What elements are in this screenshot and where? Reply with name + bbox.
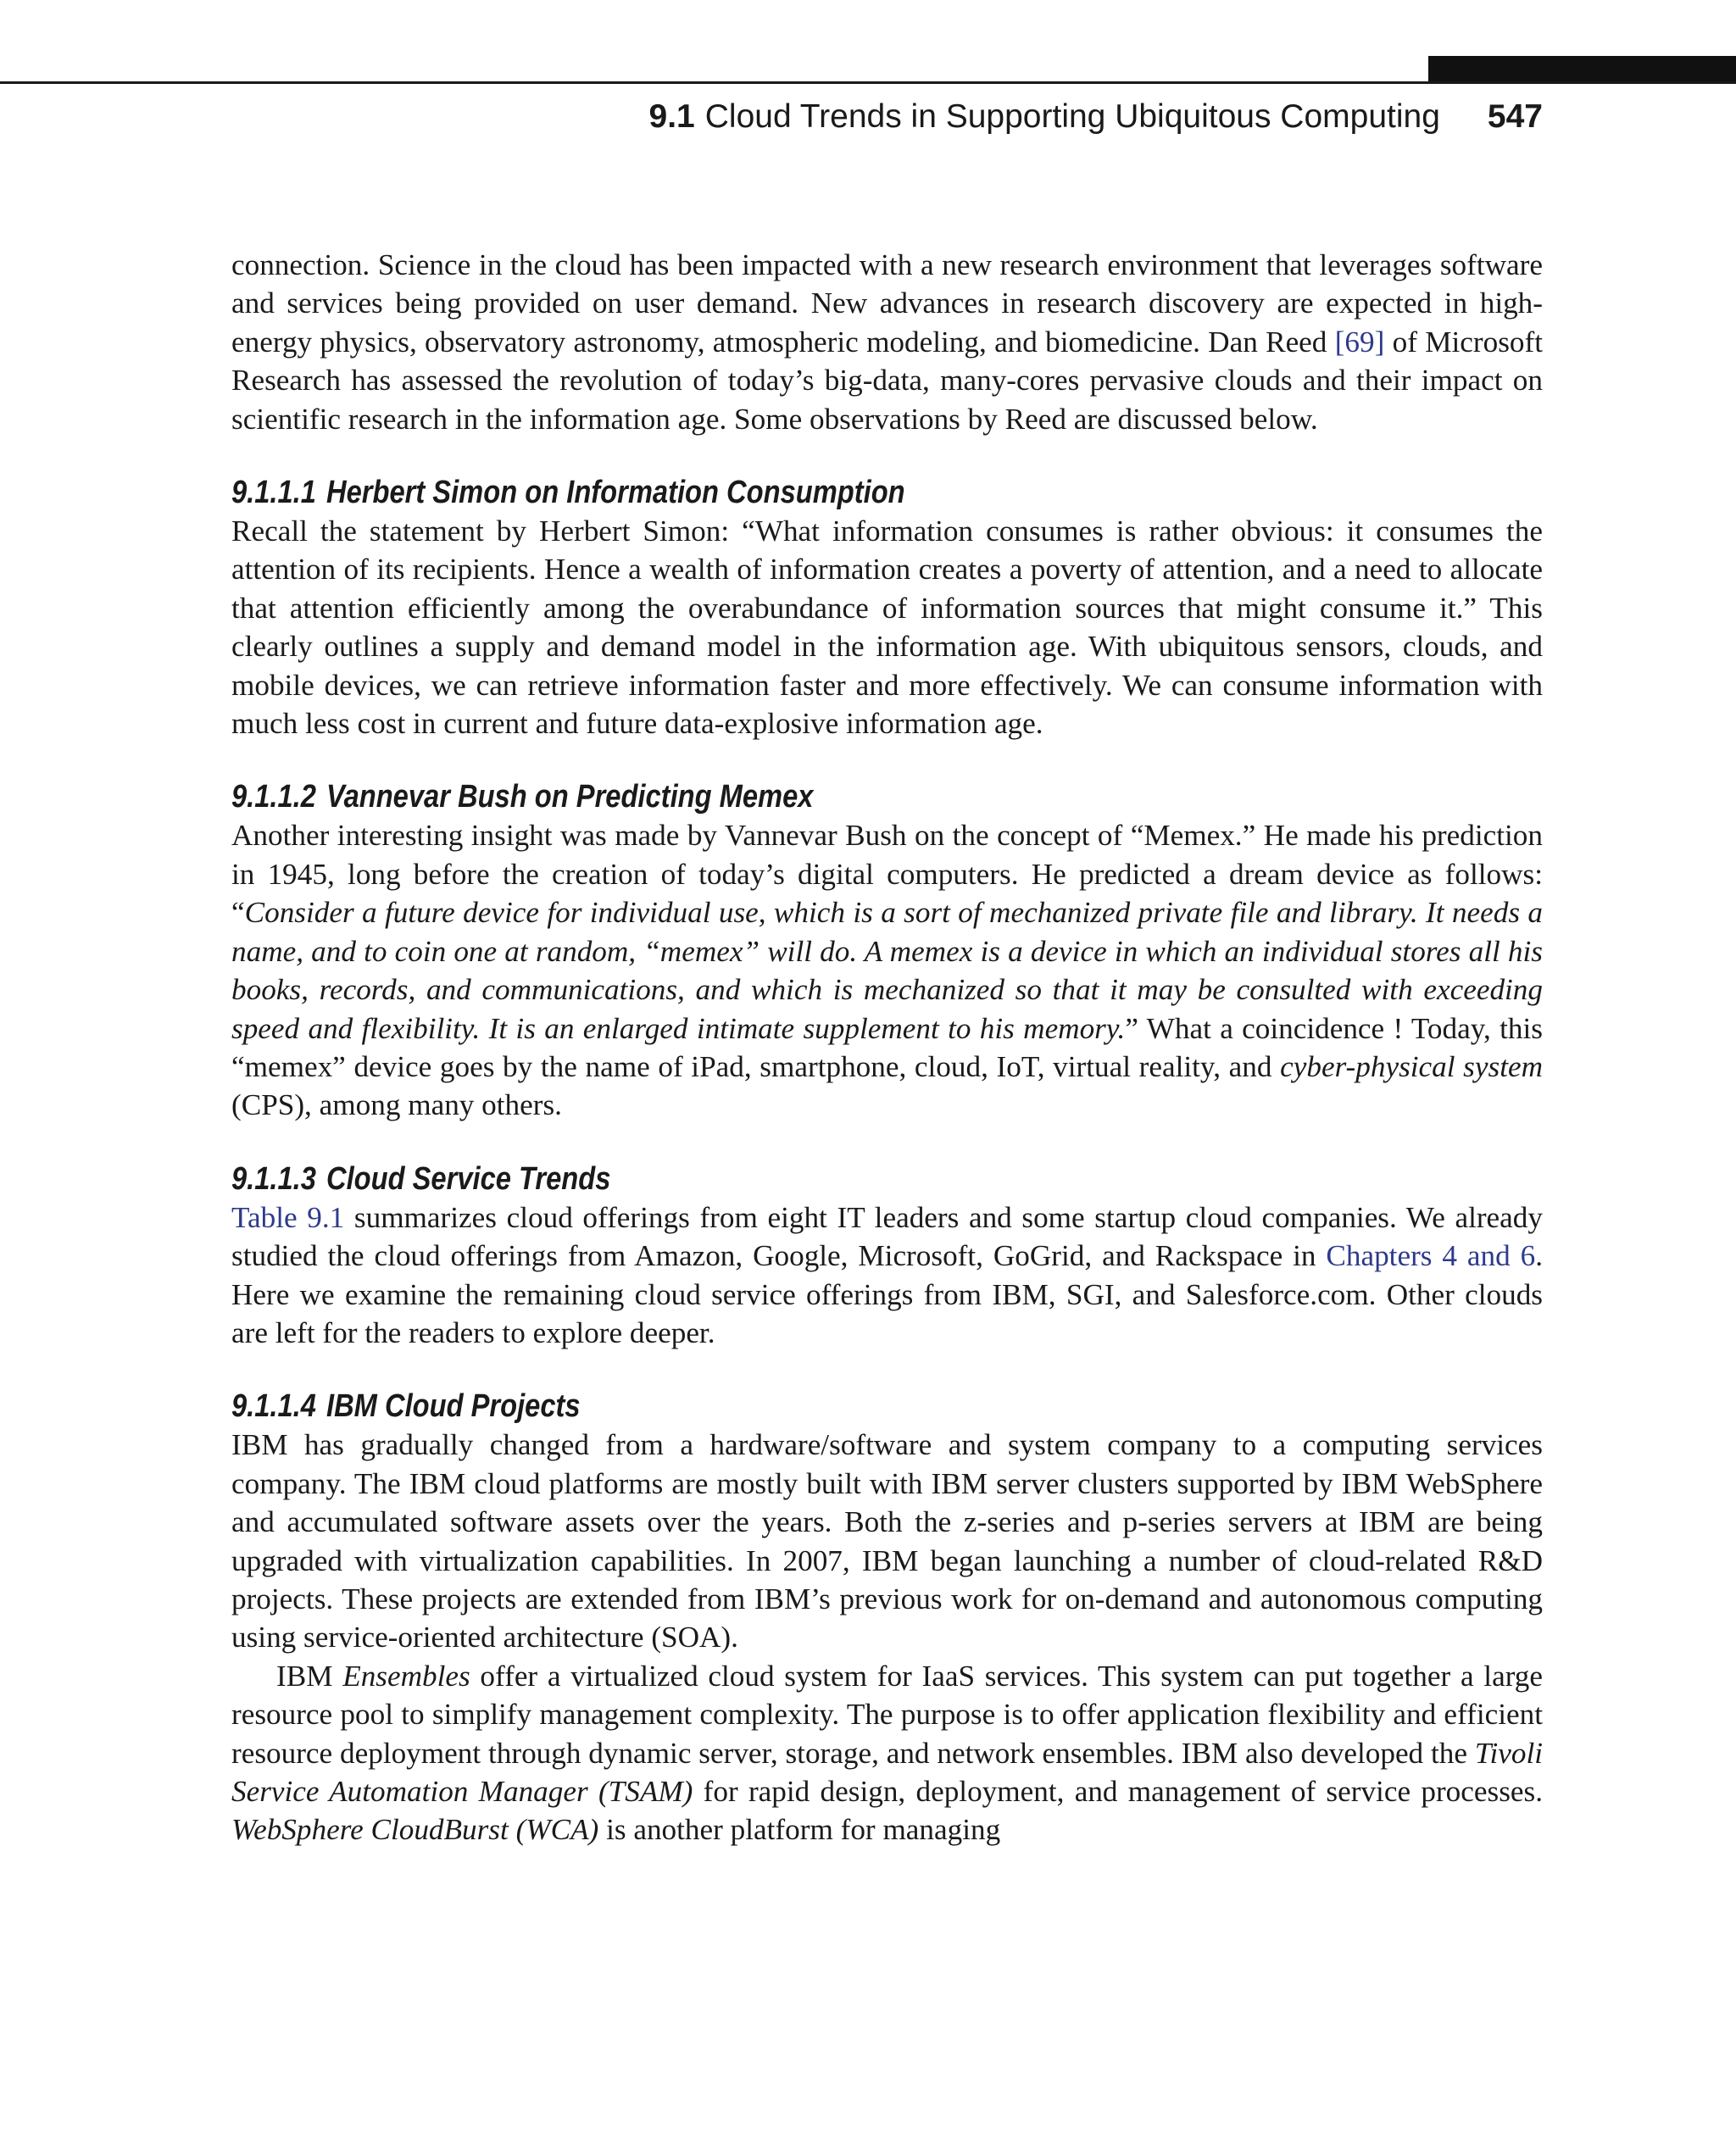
- ensembles-term: Ensembles: [342, 1659, 470, 1693]
- heading-number: 9.1.1.3: [231, 1160, 316, 1197]
- page-body: [231, 246, 1543, 1849]
- intro-text-2: of Microsoft Research has assessed the revolution of today’s big-data, many-cores pervasive clouds and their impact on scientific research in the information age. Some observations by Reed are discussed below.: [231, 325, 1543, 436]
- cloud-trends-text-1: summarizes cloud offerings from eight IT leaders and some startup cloud companies. We already studied the cloud offerings from Amazon, Google, Microsoft, GoGrid, and Rackspace in: [231, 1200, 1543, 1273]
- header-bar-block: [1428, 56, 1736, 84]
- header-rule: [0, 81, 1736, 84]
- ibm-text-d: is another platform for managing: [598, 1813, 1001, 1847]
- ibm-text-a: IBM: [276, 1659, 343, 1693]
- memex-text-3: (CPS), among many others.: [231, 1088, 562, 1122]
- ibm-text-c: for rapid design, deployment, and management of service processes.: [693, 1775, 1543, 1808]
- heading-9-1-1-3: [231, 1160, 1359, 1198]
- heading-title: Cloud Service Trends: [326, 1160, 611, 1197]
- running-head-title: Cloud Trends in Supporting Ubiquitous Computing: [704, 98, 1440, 135]
- ibm-text-b: offer a virtualized cloud system for IaaS services. This system can put together a large resource pool to simplify management complexity. The purpose is to offer application flexibility and efficient resource deployment through dynamic server, storage, and network ensembles. IBM also developed the: [231, 1659, 1543, 1770]
- memex-paragraph: [231, 816, 1543, 1124]
- heading-9-1-1-1: [231, 474, 1359, 512]
- running-head: [649, 92, 1543, 142]
- intro-text-1: connection. Science in the cloud has been impacted with a new research environment that leverages software and services being provided on user demand. New advances in research discovery are expected in high-energy physics, observatory astronomy, atmospheric modeling, and biomedicine. Dan Reed: [231, 248, 1543, 359]
- cps-term: cyber-physical system: [1280, 1049, 1543, 1083]
- heading-number: 9.1.1.4: [231, 1388, 316, 1425]
- herbert-simon-paragraph: Recall the statement by Herbert Simon: “What information consumes is rather obvious: it consumes the attention of its recipients. Hence a wealth of information creates a poverty of attention, and a need to allocate that attention efficiently among the overabundance of information sources that might consume it.” This clearly outlines a supply and demand model in the information age. With ubiquitous sensors, clouds, and mobile devices, we can retrieve information faster and more effectively. We can consume information with much less cost in current and future data-explosive information age.: [231, 514, 1543, 741]
- chapters-4-and-6-link[interactable]: Chapters 4 and 6: [1326, 1239, 1536, 1273]
- memex-text-1: Another interesting insight was made by Vannevar Bush on the concept of “Memex.” He made his prediction in 1945, long before the creation of today’s digital computers. He predicted a dream device as follows: “: [231, 819, 1543, 930]
- heading-number: 9.1.1.1: [231, 475, 316, 511]
- heading-title: IBM Cloud Projects: [326, 1388, 581, 1425]
- heading-title: Vannevar Bush on Predicting Memex: [326, 779, 814, 815]
- ibm-paragraph-2: [231, 1657, 1543, 1849]
- heading-title: Herbert Simon on Information Consumption: [326, 475, 905, 511]
- heading-9-1-1-2: [231, 778, 1359, 816]
- table-9-1-link[interactable]: Table 9.1: [231, 1200, 345, 1234]
- heading-9-1-1-4: [231, 1387, 1359, 1426]
- wca-term: WebSphere CloudBurst (WCA): [231, 1813, 599, 1847]
- intro-paragraph: [231, 246, 1543, 438]
- heading-number: 9.1.1.2: [231, 779, 316, 815]
- cloud-trends-paragraph: [231, 1198, 1543, 1353]
- running-head-section-number: 9.1: [648, 98, 695, 135]
- tsam-term: Tivoli Service Automation Manager (TSAM): [231, 1736, 1543, 1808]
- page-number: 547: [1487, 98, 1543, 135]
- ibm-paragraph-1: IBM has gradually changed from a hardware/software and system company to a computing services company. The IBM cloud platforms are mostly built with IBM server clusters supported by IBM WebSphere and accumulated software assets over the years. Both the z-series and p-series servers at IBM are being upgraded with virtualization capabilities. In 2007, IBM began launching a number of cloud-related R&D projects. These projects are extended from IBM’s previous work for on-demand and autonomous computing using service-oriented architecture (SOA).: [231, 1428, 1543, 1654]
- memex-quote: Consider a future device for individual use, which is a sort of mechanized private file and library. It needs a name, and to coin one at random, “memex” will do. A memex is a device in which an individual stores all his books, records, and communications, and which is mechanized so that it may be consulted with exceeding speed and flexibility. It is an enlarged intimate supplement to his memory.: [231, 896, 1543, 1045]
- citation-link-69[interactable]: [69]: [1334, 325, 1385, 359]
- cloud-trends-text-2: . Here we examine the remaining cloud service offerings from IBM, SGI, and Salesforce.com. Other clouds are left for the readers to explore deeper.: [231, 1239, 1543, 1349]
- memex-text-2: ” What a coincidence ! Today, this “memex” device goes by the name of iPad, smartphone, cloud, IoT, virtual reality, and: [231, 1011, 1543, 1083]
